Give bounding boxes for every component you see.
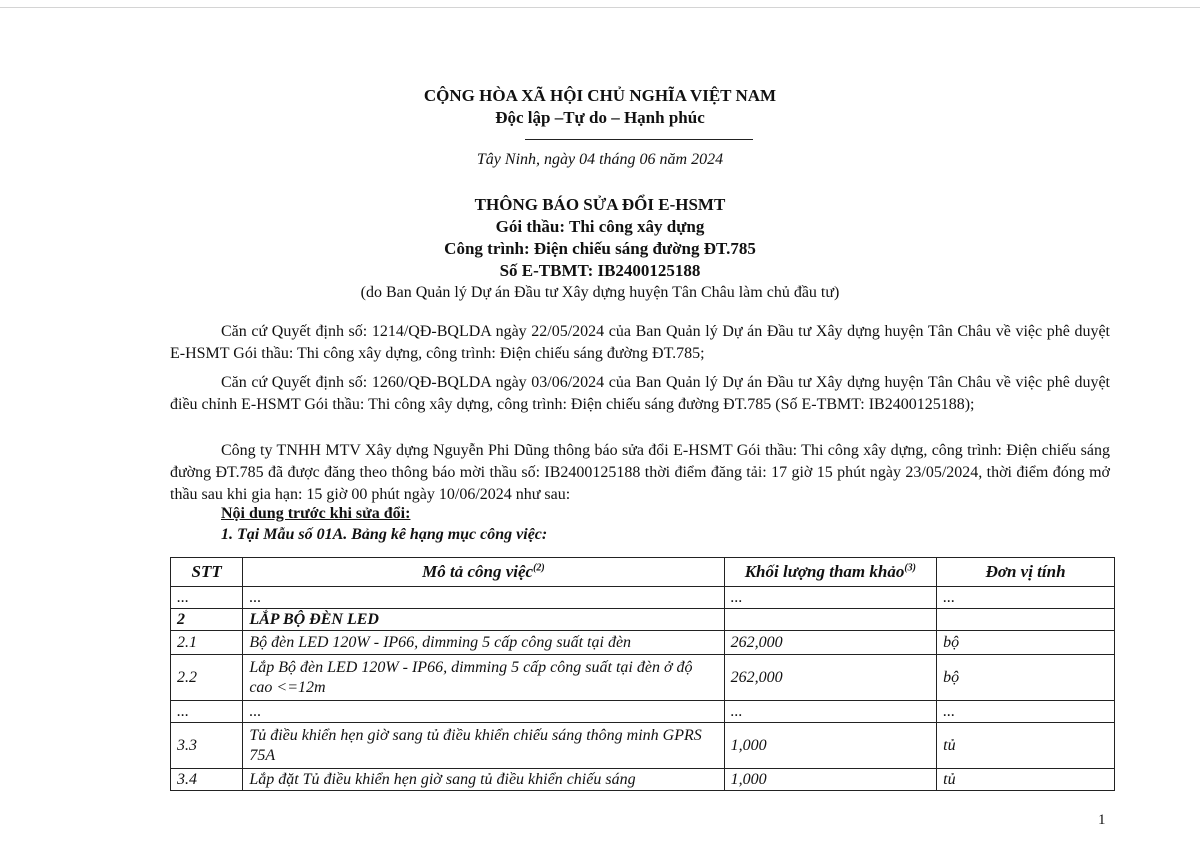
nation-header: CỘNG HÒA XÃ HỘI CHỦ NGHĨA VIỆT NAM	[423, 86, 777, 105]
motto-underline	[525, 139, 753, 140]
header-unit: Đơn vị tính	[937, 558, 1115, 587]
cell-description: Lắp Bộ đèn LED 120W - IP66, dimming 5 cấp công suất tại đèn ở độ cao <=12m	[243, 655, 724, 701]
national-motto: Độc lập –Tự do – Hạnh phúc	[495, 108, 705, 127]
place-and-date: Tây Ninh, ngày 04 tháng 06 năm 2024	[476, 151, 724, 168]
cell-stt: 3.3	[171, 723, 243, 769]
legal-basis-paragraph-2: Căn cứ Quyết định số: 1260/QĐ-BQLDA ngày 03/06/2024 của Ban Quản lý Dự án Đầu tư Xây dựng huyện Tân Châu về việc phê duyệt điều chỉnh E-HSMT Gói thầu: Thi công xây dựng, công trình: Điện chiếu sáng đường ĐT.785 (Số E-TBMT: IB2400125188);	[170, 374, 1110, 413]
cell-stt: ...	[171, 701, 243, 723]
cell-description: LẮP BỘ ĐÈN LED	[243, 609, 724, 631]
cell-quantity	[724, 609, 937, 631]
scan-edge-line	[0, 7, 1200, 8]
table-subheading: 1. Tại Mẫu số 01A. Bảng kê hạng mục công việc:	[221, 526, 548, 543]
table-row	[171, 631, 1115, 655]
cell-description: Lắp đặt Tủ điều khiển hẹn giờ sang tủ điều khiển chiếu sáng	[243, 769, 724, 791]
work-items-table	[170, 557, 1115, 791]
page-number: 1	[1098, 812, 1106, 828]
cell-stt: 3.4	[171, 769, 243, 791]
header-description: Mô tả công việc$^{(2)}$	[243, 558, 724, 587]
header-stt: STT	[171, 558, 243, 587]
cell-stt: ...	[171, 587, 243, 609]
cell-description: Tủ điều khiển hẹn giờ sang tủ điều khiển chiếu sáng thông minh GPRS 75A	[243, 723, 724, 769]
project-owner: (do Ban Quản lý Dự án Đầu tư Xây dựng huyện Tân Châu làm chủ đầu tư)	[360, 284, 840, 301]
cell-quantity: ...	[724, 587, 937, 609]
project-name: Công trình: Điện chiếu sáng đường ĐT.785	[444, 239, 756, 258]
cell-unit: tủ	[937, 723, 1115, 769]
cell-quantity: 1,000	[724, 723, 937, 769]
cell-description: ...	[243, 587, 724, 609]
cell-stt: 2.2	[171, 655, 243, 701]
section-heading: Nội dung trước khi sửa đổi:	[221, 505, 411, 522]
table-header-row	[171, 558, 1115, 587]
cell-quantity: 262,000	[724, 631, 937, 655]
cell-description: ...	[243, 701, 724, 723]
header-quantity: Khối lượng tham khảo$^{(3)}$	[724, 558, 937, 587]
notice-title: THÔNG BÁO SỬA ĐỔI E-HSMT	[474, 195, 726, 214]
cell-unit: ...	[937, 587, 1115, 609]
table-row	[171, 723, 1115, 769]
cell-unit: bộ	[937, 655, 1115, 701]
cell-stt: 2	[171, 609, 243, 631]
cell-unit: tủ	[937, 769, 1115, 791]
table-row	[171, 587, 1115, 609]
cell-quantity: 1,000	[724, 769, 937, 791]
cell-quantity: 262,000	[724, 655, 937, 701]
cell-description: Bộ đèn LED 120W - IP66, dimming 5 cấp công suất tại đèn	[243, 631, 724, 655]
package-name: Gói thầu: Thi công xây dựng	[495, 217, 705, 236]
table-row	[171, 655, 1115, 701]
cell-unit: ...	[937, 701, 1115, 723]
tender-number: Số E-TBMT: IB2400125188	[499, 261, 701, 280]
cell-quantity: ...	[724, 701, 937, 723]
table-row	[171, 609, 1115, 631]
cell-stt: 2.1	[171, 631, 243, 655]
legal-basis-paragraph-1: Căn cứ Quyết định số: 1214/QĐ-BQLDA ngày 22/05/2024 của Ban Quản lý Dự án Đầu tư Xây dựng huyện Tân Châu về việc phê duyệt E-HSMT Gói thầu: Thi công xây dựng, công trình: Điện chiếu sáng đường ĐT.785;	[170, 323, 1110, 362]
cell-unit	[937, 609, 1115, 631]
table-row	[171, 769, 1115, 791]
table-row	[171, 701, 1115, 723]
cell-unit: bộ	[937, 631, 1115, 655]
announcement-paragraph: Công ty TNHH MTV Xây dựng Nguyễn Phi Dũng thông báo sửa đổi E-HSMT Gói thầu: Thi công xây dựng, công trình: Điện chiếu sáng đường ĐT.785 đã được đăng theo thông báo mời thầu số: IB2400125188 thời điểm đăng tải: 17 giờ 15 phút ngày 23/05/2024, thời điểm đóng mở thầu sau khi gia hạn: 15 giờ 00 phút ngày 10/06/2024 như sau:	[170, 442, 1110, 503]
